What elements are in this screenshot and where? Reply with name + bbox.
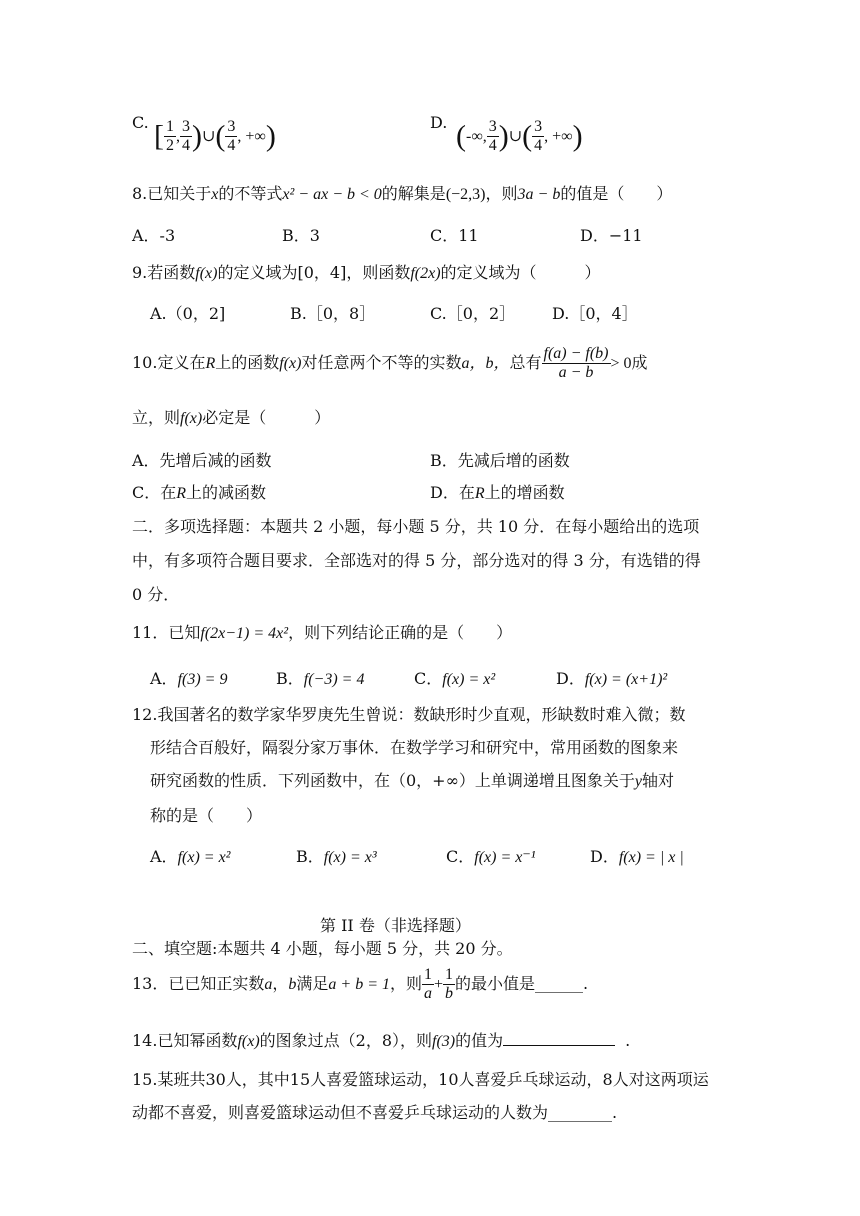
math: f(3) (432, 1033, 456, 1050)
math: R (205, 355, 216, 372)
q11-option-d (556, 668, 667, 691)
math: f(2x) (410, 265, 441, 282)
text: ， (272, 974, 289, 993)
q10-option-b: B．先减后增的函数 (430, 451, 570, 470)
interval-tail: , +∞ (237, 128, 266, 145)
text: ，则 (485, 184, 518, 203)
denominator: 4 (182, 137, 190, 154)
q13-stem (132, 962, 588, 1006)
math: 3a − b (517, 186, 561, 203)
denominator: 4 (534, 137, 543, 154)
q12-option-c (446, 846, 536, 869)
math: f(x) = x² (177, 849, 231, 866)
math: f(x) (195, 265, 218, 282)
q8-stem (132, 183, 672, 206)
denominator: 2 (166, 137, 174, 154)
fraction (443, 966, 455, 1003)
q15-line2: 动都不喜爱，则喜爱篮球运动但不喜爱乒乓球运动的人数为________. (132, 1103, 618, 1122)
math: f(x) (279, 355, 302, 372)
fraction (422, 966, 434, 1003)
fraction (225, 118, 237, 155)
option-label: A． (150, 669, 178, 688)
numerator: 3 (488, 118, 497, 135)
q9-option-d: D.［0，4］ (552, 304, 638, 323)
q10-option-d (430, 482, 565, 505)
text: 上的减函数 (186, 483, 267, 502)
q8-option-d: D．−11 (580, 226, 643, 245)
q7-option-c (132, 112, 149, 134)
math: f(3) = 9 (177, 671, 228, 688)
text: ，则下列结论正确的是（ ） (288, 623, 513, 642)
numerator: 3 (534, 118, 543, 135)
text: D．在 (430, 483, 475, 502)
text: 的最小值是______. (455, 974, 589, 993)
denominator: b (445, 985, 454, 1002)
denominator: 4 (227, 137, 236, 154)
text: ，则 (390, 974, 423, 993)
fraction (532, 118, 544, 155)
section2-line1: 二．多项选择题：本题共 2 小题，每小题 5 分，共 10 分．在每小题给出的选项 (132, 517, 700, 536)
text: 满足 (296, 974, 329, 993)
text: 立，则 (132, 408, 181, 427)
option-label: C． (414, 669, 443, 688)
q12-option-b (296, 846, 377, 869)
math: f(x) (237, 1033, 260, 1050)
option-label: B． (296, 847, 324, 866)
option-label: A． (150, 847, 178, 866)
math: f(x) = x³ (323, 849, 377, 866)
q8-option-c: C．11 (430, 226, 479, 245)
text: 的定义域为（ ） (440, 263, 601, 282)
math: x² − ax − b < 0 (282, 186, 382, 203)
q12-line4: 称的是（ ） (150, 806, 263, 825)
part2-section-heading: 二、填空题:本题共 4 小题，每小题 5 分，共 20 分。 (132, 939, 513, 958)
text: 13．已已知正实数 (132, 974, 265, 993)
q15-line1: 15.某班共30人，其中15人喜爱篮球运动，10人喜爱乒乓球运动，8人对这两项运 (132, 1070, 709, 1089)
q12-line2: 形结合百般好，隔裂分家万事休．在数学学习和研究中，常用函数的图象来 (150, 738, 679, 757)
text: . (625, 1031, 631, 1050)
q7-option-d-expr: (-∞, $\frac{3}{4}$ )∪( $\frac{3}{4}$ , +∞) (456, 118, 583, 154)
interval-head: -∞, (466, 128, 487, 145)
text: 的值为 (455, 1031, 504, 1050)
math: f(2x−1) = 4x² (200, 625, 289, 642)
option-label: C． (446, 847, 475, 866)
numerator: 1 (445, 966, 454, 983)
math: x (211, 186, 219, 203)
union-symbol: ∪ (202, 128, 216, 145)
option-label: C. (132, 113, 149, 132)
fraction (180, 118, 192, 155)
q12-option-a (150, 846, 230, 869)
interval-tail: , +∞ (544, 128, 573, 145)
q12-option-d (590, 846, 684, 869)
numerator: f(a) − f(b) (543, 345, 609, 362)
section2-line2: 中，有多项符合题目要求．全部选对的得 5 分，部分选对的得 3 分，有选错的得 (132, 551, 701, 570)
math: R (176, 485, 187, 502)
fraction (164, 118, 176, 155)
q7-option-d (430, 112, 447, 134)
q11-option-b (276, 668, 364, 691)
math: b (288, 976, 297, 993)
text: 成 (631, 353, 648, 372)
math: (−2,3) (445, 186, 486, 203)
math: + (434, 976, 444, 993)
denominator: a − b (558, 364, 594, 381)
option-label: D． (590, 847, 619, 866)
q12-line3 (150, 770, 674, 793)
q11-option-c (414, 668, 495, 691)
text: 的解集是 (381, 184, 446, 203)
section2-line3: 0 分． (132, 585, 180, 604)
q11-option-a (150, 668, 227, 691)
math: f(x) = x² (442, 671, 496, 688)
text: 轴对 (642, 771, 675, 790)
q14-stem (132, 1030, 630, 1053)
text: 11．已知 (132, 623, 201, 642)
q9-stem (132, 262, 601, 285)
option-label: B． (276, 669, 304, 688)
denominator: a (424, 985, 433, 1002)
q9-option-b: B.［0，8］ (290, 304, 376, 323)
numerator: 1 (424, 966, 433, 983)
numerator: 3 (182, 118, 190, 135)
math: f(x) = x⁻¹ (474, 849, 536, 866)
part2-title: 第 II 卷（非选择题） (320, 916, 471, 935)
text: 研究函数的性质．下列函数中，在（0，+∞）上单调递增且图象关于 (150, 771, 635, 790)
q10-stem-line1 (132, 340, 648, 386)
math: a (264, 976, 273, 993)
math: y (634, 773, 643, 790)
math: f(−3) = 4 (303, 671, 365, 688)
q7-option-c-expr: [ $\frac{1}{2}$ , $\frac{3}{4}$ )∪( $\frac{3}{4}$ , +∞) (154, 118, 276, 154)
text: 的定义域为[0，4]，则函数 (217, 263, 411, 282)
text: 的不等式 (218, 184, 283, 203)
q8-option-a: A．-3 (132, 226, 176, 245)
q10-stem-line2 (132, 407, 330, 430)
text: 10.定义在 (132, 353, 206, 372)
math: a + b = 1 (328, 976, 390, 993)
math: f(x) = (x+1)² (584, 671, 668, 688)
math: > 0 (610, 355, 632, 372)
numerator: 1 (166, 118, 174, 135)
union-symbol: ∪ (508, 128, 523, 145)
denominator: 4 (488, 137, 497, 154)
option-label: D． (556, 669, 585, 688)
text: C．在 (132, 483, 177, 502)
fraction (487, 118, 499, 155)
q10-option-a: A．先增后减的函数 (132, 451, 272, 470)
text: 的值是（ ） (560, 184, 673, 203)
math: f(x) (180, 410, 203, 427)
math: f(x) = | x | (618, 849, 684, 866)
option-label: D. (430, 113, 448, 132)
text: 的图象过点（2，8），则 (259, 1031, 433, 1050)
math: R (474, 485, 485, 502)
q9-option-c: C.［0，2］ (430, 304, 516, 323)
text: 8.已知关于 (132, 184, 212, 203)
math: a，b， (461, 355, 510, 372)
q11-stem (132, 622, 512, 645)
text: 总有 (509, 353, 542, 372)
text: 14.已知幂函数 (132, 1031, 238, 1050)
text: 上的函数 (215, 353, 280, 372)
text: 必定是（ ） (202, 408, 331, 427)
q10-option-c (132, 482, 266, 505)
text: 对任意两个不等的实数 (301, 353, 462, 372)
q8-option-b: B．3 (282, 226, 320, 245)
numerator: 3 (227, 118, 236, 135)
text: 上的增函数 (484, 483, 565, 502)
answer-blank (503, 1031, 615, 1046)
fraction (542, 345, 611, 382)
q9-option-a: A.（0，2] (150, 304, 226, 323)
text: 9.若函数 (132, 263, 196, 282)
q12-line1: 12.我国著名的数学家华罗庚先生曾说：数缺形时少直观，形缺数时难入微；数 (132, 705, 686, 724)
